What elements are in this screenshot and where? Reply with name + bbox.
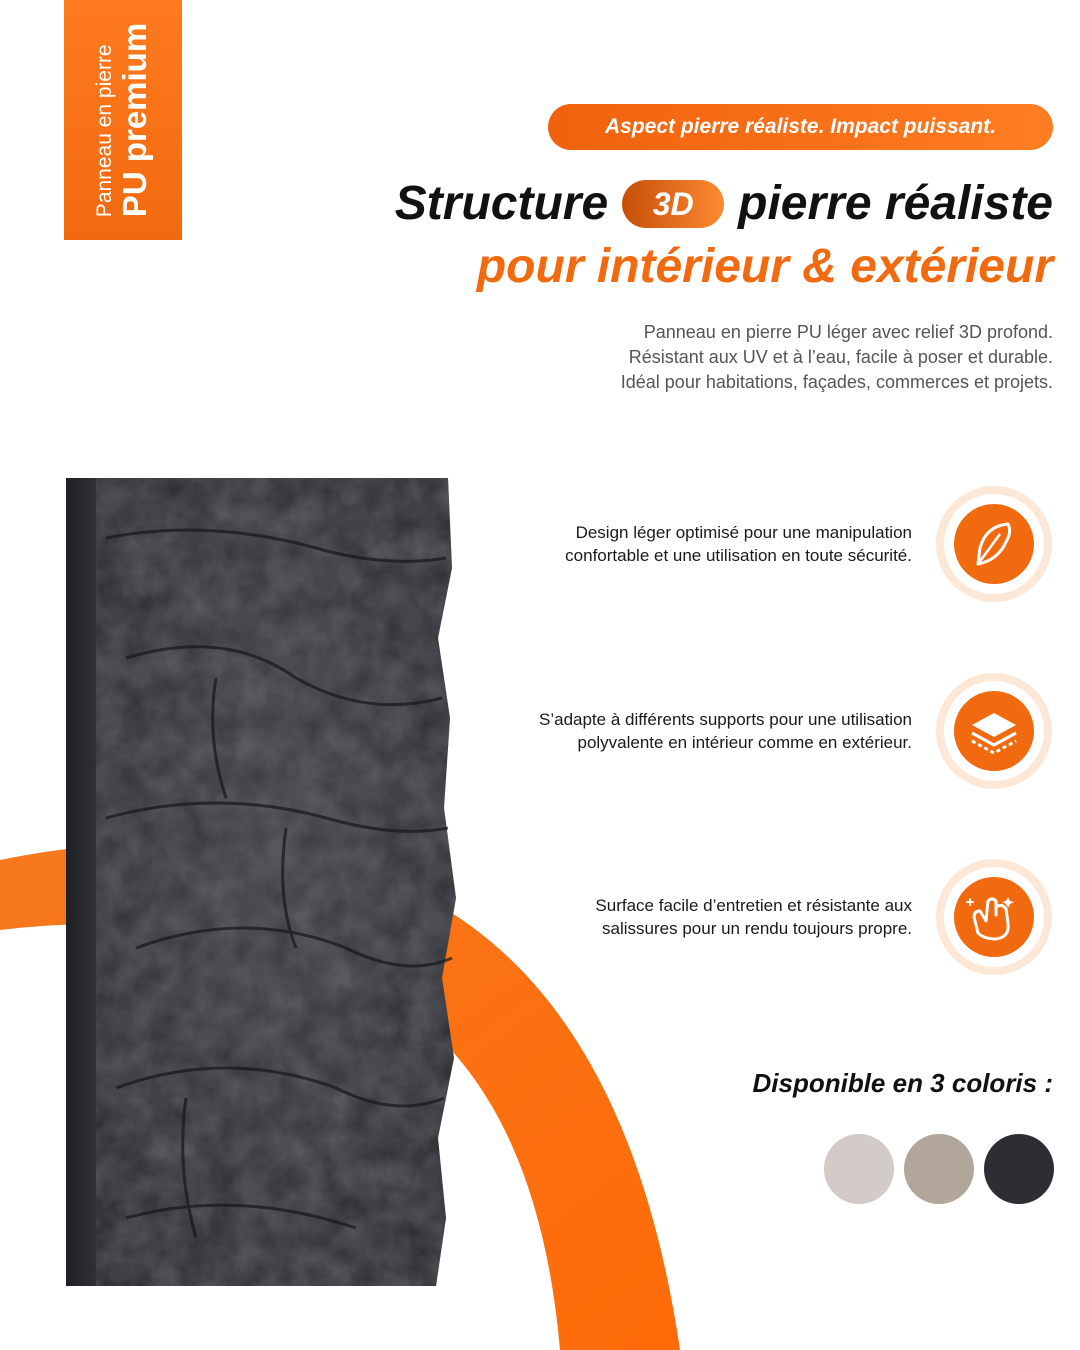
- color-swatch-beige[interactable]: [904, 1134, 974, 1204]
- headline-line2: pour intérieur & extérieur: [476, 240, 1053, 293]
- color-swatch-anthracite[interactable]: [984, 1134, 1054, 1204]
- cleaning-hands-icon: [934, 857, 1054, 977]
- side-label-line1: Panneau en pierre: [93, 44, 116, 218]
- feature-text-line: S’adapte à différents supports pour une utilisation: [539, 710, 912, 729]
- color-swatch-light-grey[interactable]: [824, 1134, 894, 1204]
- feature-text-line: Surface facile d’entretien et résistante aux: [595, 896, 912, 915]
- headline-part1: Structure: [394, 177, 609, 230]
- headline-line1: [395, 172, 1053, 236]
- feature-item: [434, 671, 1054, 791]
- stone-panel-image: [66, 478, 456, 1286]
- tagline-pill: Aspect pierre réaliste. Impact puissant.: [548, 104, 1053, 150]
- feature-text-line: confortable et une utilisation en toute sécurité.: [565, 546, 912, 565]
- feature-item: [434, 484, 1054, 604]
- badge-3d: 3D: [622, 180, 724, 228]
- feather-icon: [934, 484, 1054, 604]
- description-line: Résistant aux UV et à l’eau, facile à poser et durable.: [628, 347, 1053, 367]
- feature-text-line: salissures pour un rendu toujours propre.: [602, 919, 912, 938]
- colors-title: Disponible en 3 coloris :: [752, 1068, 1053, 1098]
- side-label-banner: [64, 0, 182, 240]
- color-swatches: [824, 1134, 1054, 1204]
- side-label-line2: PU premium: [116, 22, 153, 218]
- description-line: Idéal pour habitations, façades, commerces et projets.: [620, 372, 1053, 392]
- feature-text-line: Design léger optimisé pour une manipulation: [575, 523, 912, 542]
- headline-part2: pierre réaliste: [738, 177, 1053, 230]
- description: [493, 320, 1053, 395]
- feature-item: [434, 857, 1054, 977]
- headline: [395, 172, 1053, 298]
- feature-text-line: polyvalente en intérieur comme en extérieur.: [577, 733, 912, 752]
- layers-icon: [934, 671, 1054, 791]
- description-line: Panneau en pierre PU léger avec relief 3D profond.: [643, 322, 1053, 342]
